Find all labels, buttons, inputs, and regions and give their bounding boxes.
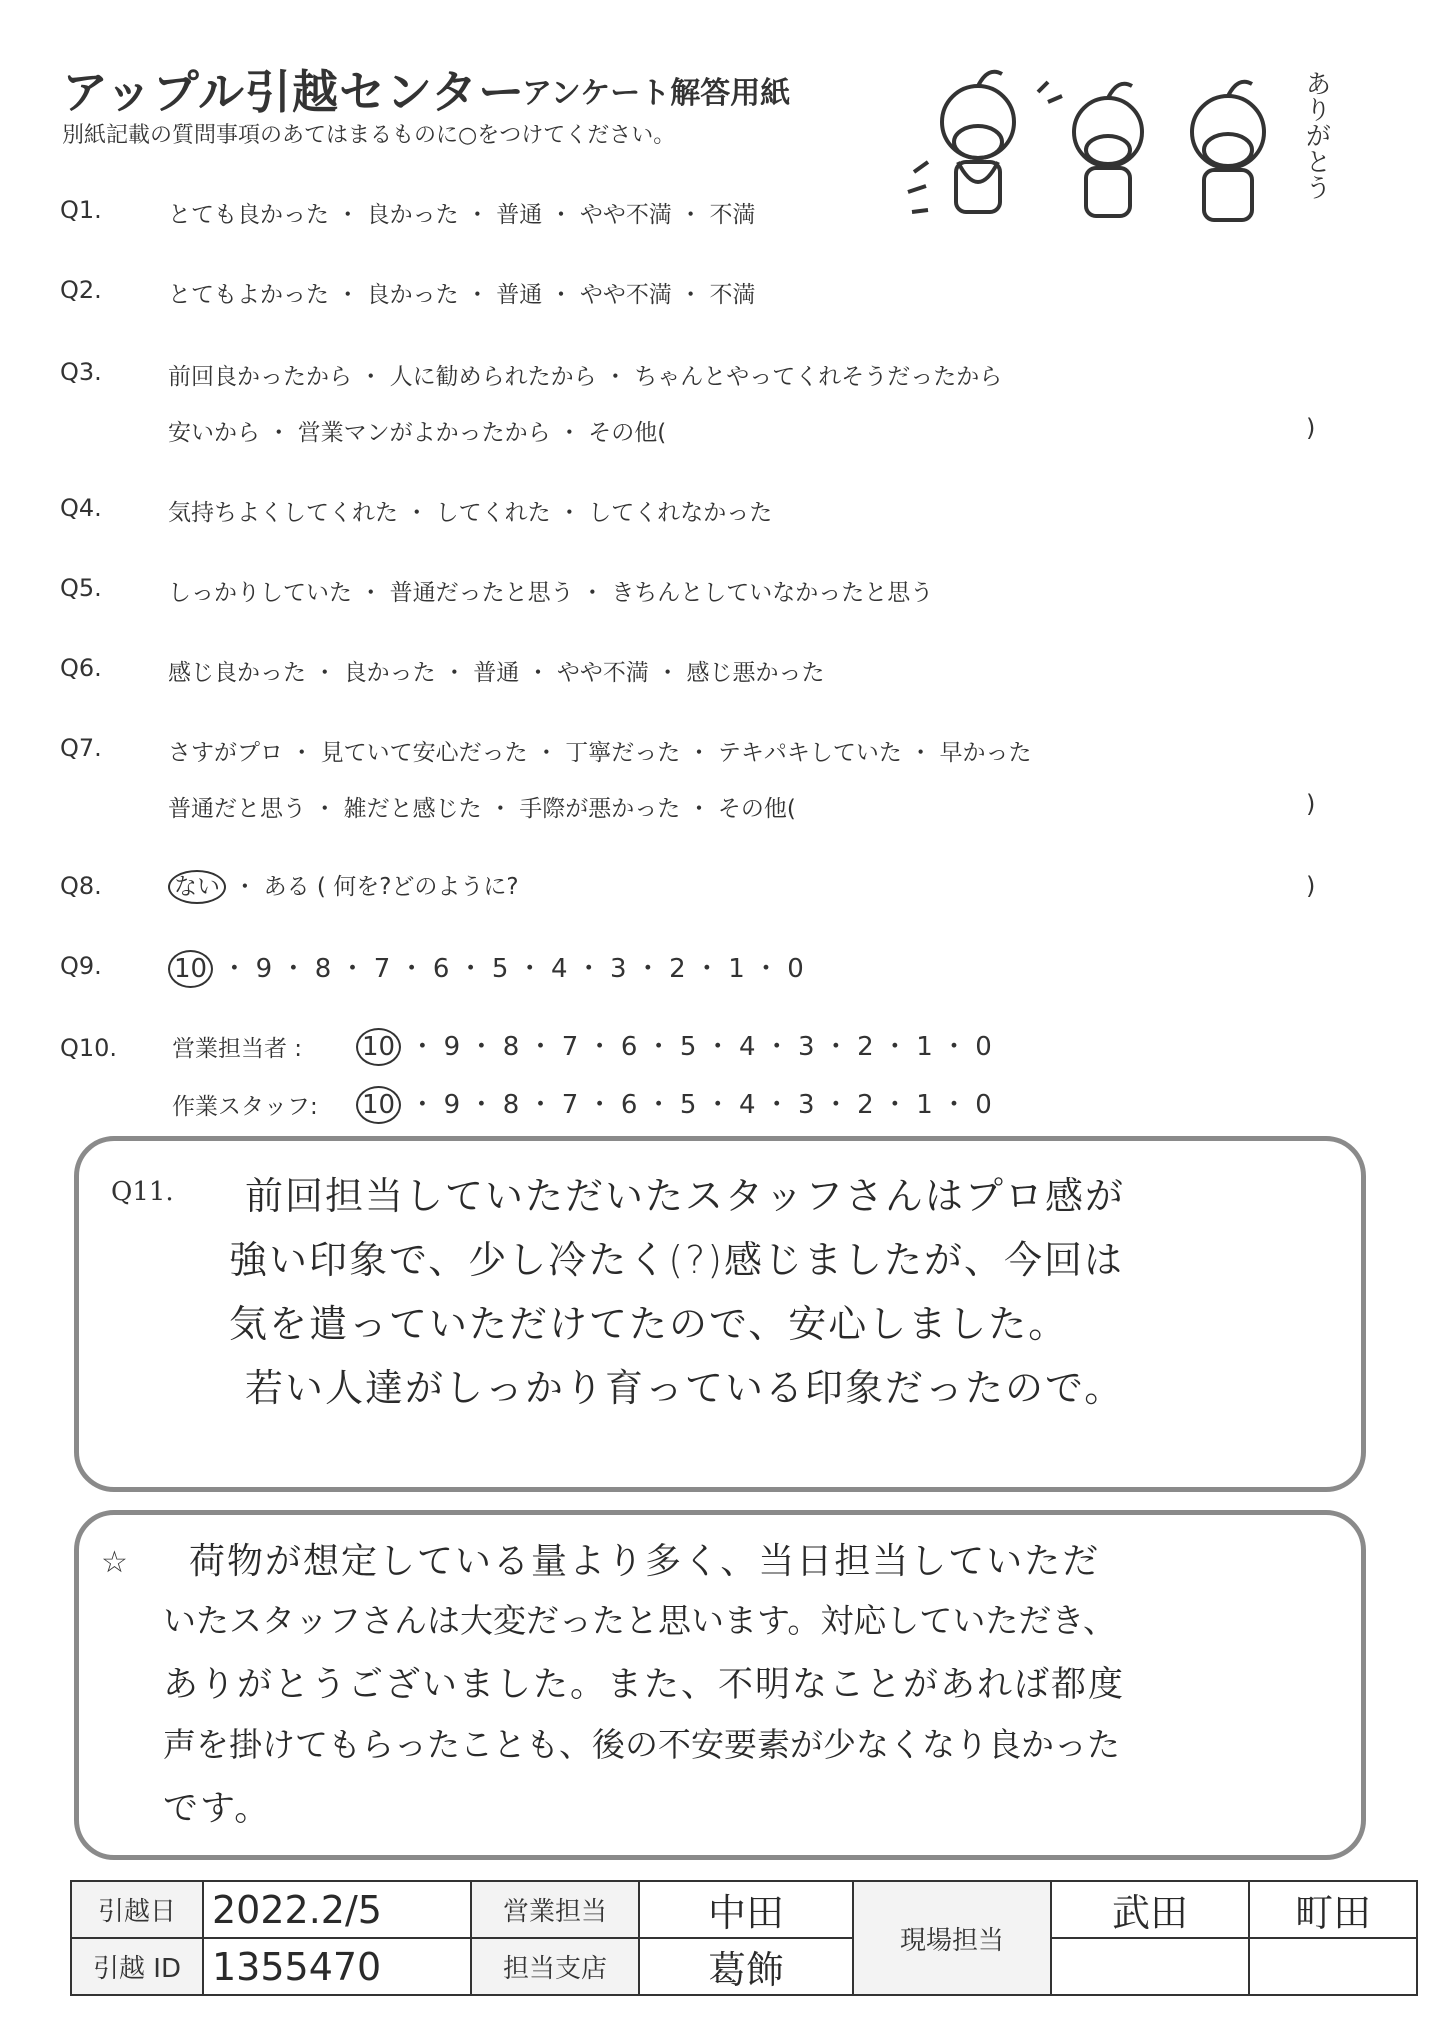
site-staff-empty-1 [1051,1938,1249,1995]
q9-label: Q9. [60,952,102,980]
q7-close-paren: ) [1306,790,1316,818]
q1-label: Q1. [60,196,102,224]
q11-label: Q11. [111,1177,174,1207]
q3-options-line1: 前回良かったから ・ 人に勧められたから ・ ちゃんとやってくれそうだったから [168,364,1003,390]
star-label: ☆ [101,1545,128,1580]
q3-close-paren: ) [1306,414,1316,442]
q7-label: Q7. [60,734,102,762]
q10-sales-label: 営業担当者 : [172,1036,303,1062]
branch-label: 担当支店 [471,1938,639,1995]
q3-label: Q3. [60,358,102,386]
footer-info-table [70,1880,1418,1996]
instruction-text: 別紙記載の質問事項のあてはまるものに○をつけてください。 [62,123,676,148]
free-comment-line-4: 声を掛けてもらったことも、後の不安要素が少なくなり良かった [163,1725,1120,1764]
move-date-label: 引越日 [71,1881,203,1938]
brand-title: アップル引越センター [62,65,526,119]
q4-options: 気持ちよくしてくれた ・ してくれた ・ してくれなかった [168,500,773,526]
site-staff-2: 町田 [1249,1881,1417,1938]
free-comment-line-2: いたスタッフさんは大変だったと思います。対応していただき、 [163,1601,1117,1640]
q3-options-line2: 安いから ・ 営業マンがよかったから ・ その他( [168,420,667,446]
q9-rest: ・ 9 ・ 8 ・ 7 ・ 6 ・ 5 ・ 4 ・ 3 ・ 2 ・ 1 ・ 0 [221,954,804,984]
q8-selected-circle: ない [168,870,226,904]
sales-label: 営業担当 [471,1881,639,1938]
q1-options: とても良かった ・ 良かった ・ 普通 ・ やや不満 ・ 不満 [168,202,756,228]
q11-line-2: 強い印象で、少し冷たく(?)感じましたが、今回は [229,1238,1125,1282]
q5-label: Q5. [60,574,102,602]
q8-label: Q8. [60,872,102,900]
q6-label: Q6. [60,654,102,682]
q4-label: Q4. [60,494,102,522]
q10-sales-rest: ・ 9 ・ 8 ・ 7 ・ 6 ・ 5 ・ 4 ・ 3 ・ 2 ・ 1 ・ 0 [409,1032,992,1062]
sales-name: 中田 [639,1881,853,1938]
q11-line-4: 若い人達がしっかり育っている印象だったので。 [245,1366,1125,1410]
q7-options-line1: さすがプロ ・ 見ていて安心だった ・ 丁寧だった ・ テキパキしていた ・ 早かった [168,740,1032,766]
q6-options: 感じ良かった ・ 良かった ・ 普通 ・ やや不満 ・ 感じ悪かった [168,660,825,686]
q10-staff-options [356,1084,992,1121]
q10-sales-options [356,1026,992,1063]
q2-label: Q2. [60,276,102,304]
q10-staff-label: 作業スタッフ: [172,1094,318,1120]
q10-staff-rest: ・ 9 ・ 8 ・ 7 ・ 6 ・ 5 ・ 4 ・ 3 ・ 2 ・ 1 ・ 0 [409,1090,992,1120]
site-staff-empty-2 [1249,1938,1417,1995]
q8-close-paren: ) [1306,872,1316,900]
q10-label: Q10. [60,1034,118,1062]
move-id-label: 引越 ID [71,1938,203,1995]
move-date-value: 2022.2/5 [203,1881,471,1938]
site-staff-1: 武田 [1051,1881,1249,1938]
branch-value: 葛飾 [639,1938,853,1995]
q11-line-1: 前回担当していただいたスタッフさんはプロ感が [245,1174,1126,1218]
free-comment-line-3: ありがとうございました。また、不明なことがあれば都度 [163,1665,1126,1705]
q7-options-line2: 普通だと思う ・ 雑だと感じた ・ 手際が悪かった ・ その他( [168,796,796,822]
free-comment-line-1: 荷物が想定している量より多く、当日担当していただ [189,1541,1101,1582]
q10-staff-selected-circle: 10 [356,1086,401,1124]
q10-sales-selected-circle: 10 [356,1028,401,1066]
q9-selected-circle: 10 [168,950,213,988]
move-id-value: 1355470 [203,1938,471,1995]
q5-options: しっかりしていた ・ 普通だったと思う ・ きちんとしていなかったと思う [168,580,934,606]
form-subtitle: アンケート解答用紙 [522,76,791,111]
q11-line-3: 気を遣っていただけてたので、安心しました。 [229,1302,1069,1346]
free-comment-box [74,1510,1366,1860]
free-comment-line-5: です。 [163,1789,272,1829]
q8-rest: ・ ある ( 何を?どのように? [233,874,519,900]
thanks-text: ありがとう [1301,70,1331,200]
q9-options [168,948,804,985]
site-staff-label: 現場担当 [853,1881,1051,1995]
q2-options: とてもよかった ・ 良かった ・ 普通 ・ やや不満 ・ 不満 [168,282,756,308]
q8-options [168,868,519,901]
q11-comment-box [74,1136,1366,1492]
